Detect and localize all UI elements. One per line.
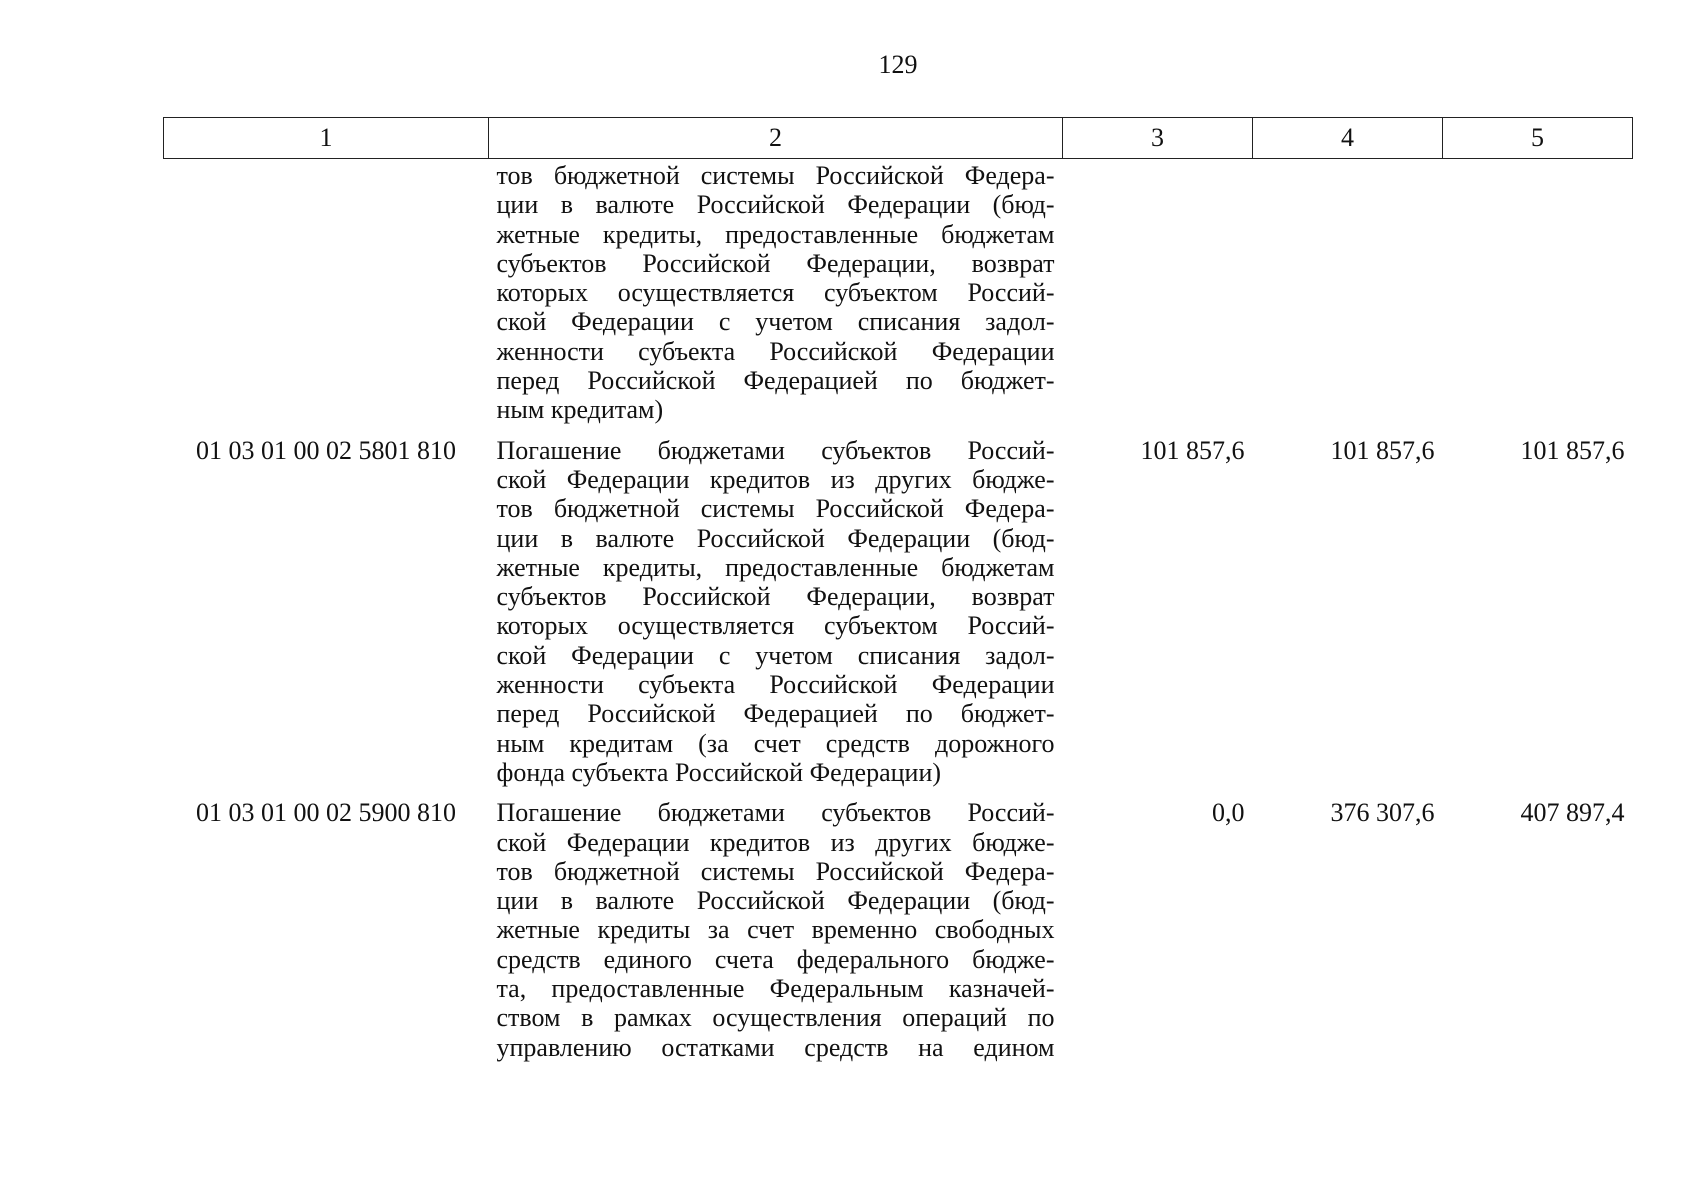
description-line: которых осуществляется субъектом Россий- bbox=[496, 611, 1055, 641]
description-line: управлению остатками средств на едином bbox=[496, 1032, 1055, 1062]
description-line: ством в рамках осуществления операций по bbox=[496, 1003, 1055, 1033]
row-description bbox=[489, 159, 1063, 436]
row-value-col5: 407 897,4 bbox=[1520, 798, 1625, 828]
description-line: фонда субъекта Российской Федерации) bbox=[496, 757, 942, 787]
table-header bbox=[164, 118, 1633, 159]
description-line: женности субъекта Российской Федерации bbox=[496, 670, 1055, 700]
description-line: та, предоставленные Федеральным казначей- bbox=[496, 974, 1055, 1004]
description-line: Погашение бюджетами субъектов Россий- bbox=[496, 798, 1055, 828]
row-value-col4: 376 307,6 bbox=[1330, 798, 1435, 828]
header-col-1: 1 bbox=[164, 118, 489, 159]
description-line: ным кредитам (за счет средств дорожного bbox=[496, 728, 1055, 758]
header-col-4: 4 bbox=[1253, 118, 1443, 159]
row-value-col5: 101 857,6 bbox=[1520, 435, 1625, 465]
header-row bbox=[164, 118, 1633, 159]
row-value-col3: 101 857,6 bbox=[1140, 435, 1245, 465]
description-line: ции в валюте Российской Федерации (бюд- bbox=[496, 886, 1055, 916]
description-line: Погашение бюджетами субъектов Россий- bbox=[496, 435, 1055, 465]
description-line: перед Российской Федерацией по бюджет- bbox=[496, 366, 1055, 396]
description-line: средств единого счета федерального бюдже- bbox=[496, 944, 1055, 974]
description-line: жетные кредиты за счет временно свободных bbox=[496, 915, 1055, 945]
description-line: жетные кредиты, предоставленные бюджетам bbox=[496, 219, 1055, 249]
header-col-5: 5 bbox=[1443, 118, 1633, 159]
table-row bbox=[164, 798, 1633, 1073]
row-value-col4 bbox=[1253, 159, 1443, 436]
description-line: субъектов Российской Федерации, возврат bbox=[496, 582, 1055, 612]
table-body bbox=[164, 159, 1633, 1073]
description-line: тов бюджетной системы Российской Федера- bbox=[496, 161, 1055, 190]
row-code bbox=[164, 159, 489, 436]
page-number: 129 bbox=[878, 50, 918, 79]
row-value-col3 bbox=[1063, 159, 1253, 436]
budget-table bbox=[163, 117, 1633, 1073]
header-col-2: 2 bbox=[489, 118, 1063, 159]
description-line: ции в валюте Российской Федерации (бюд- bbox=[496, 523, 1055, 553]
description-line: перед Российской Федерацией по бюджет- bbox=[496, 699, 1055, 729]
description-line: тов бюджетной системы Российской Федера- bbox=[496, 856, 1055, 886]
header-col-3: 3 bbox=[1063, 118, 1253, 159]
description-line: тов бюджетной системы Российской Федера- bbox=[496, 494, 1055, 524]
row-value-col4: 101 857,6 bbox=[1330, 435, 1435, 465]
description-line: ской Федерации кредитов из других бюдже- bbox=[496, 464, 1055, 494]
description-line: жетные кредиты, предоставленные бюджетам bbox=[496, 552, 1055, 582]
table-row bbox=[164, 436, 1633, 799]
description-line: ской Федерации с учетом списания задол- bbox=[496, 307, 1055, 337]
description-line: ции в валюте Российской Федерации (бюд- bbox=[496, 190, 1055, 220]
description-line: ской Федерации с учетом списания задол- bbox=[496, 640, 1055, 670]
row-code: 01 03 01 00 02 5801 810 bbox=[196, 435, 456, 465]
table-row bbox=[164, 159, 1633, 436]
row-code: 01 03 01 00 02 5900 810 bbox=[196, 798, 456, 828]
description-line: субъектов Российской Федерации, возврат bbox=[496, 248, 1055, 278]
row-value-col5 bbox=[1443, 159, 1633, 436]
row-description bbox=[489, 798, 1063, 1073]
description-line: ской Федерации кредитов из других бюдже- bbox=[496, 827, 1055, 857]
description-line: женности субъекта Российской Федерации bbox=[496, 336, 1055, 366]
row-value-col3: 0,0 bbox=[1212, 798, 1245, 828]
description-line: которых осуществляется субъектом Россий- bbox=[496, 278, 1055, 308]
row-description bbox=[489, 436, 1063, 799]
description-line: ным кредитам) bbox=[496, 395, 664, 425]
